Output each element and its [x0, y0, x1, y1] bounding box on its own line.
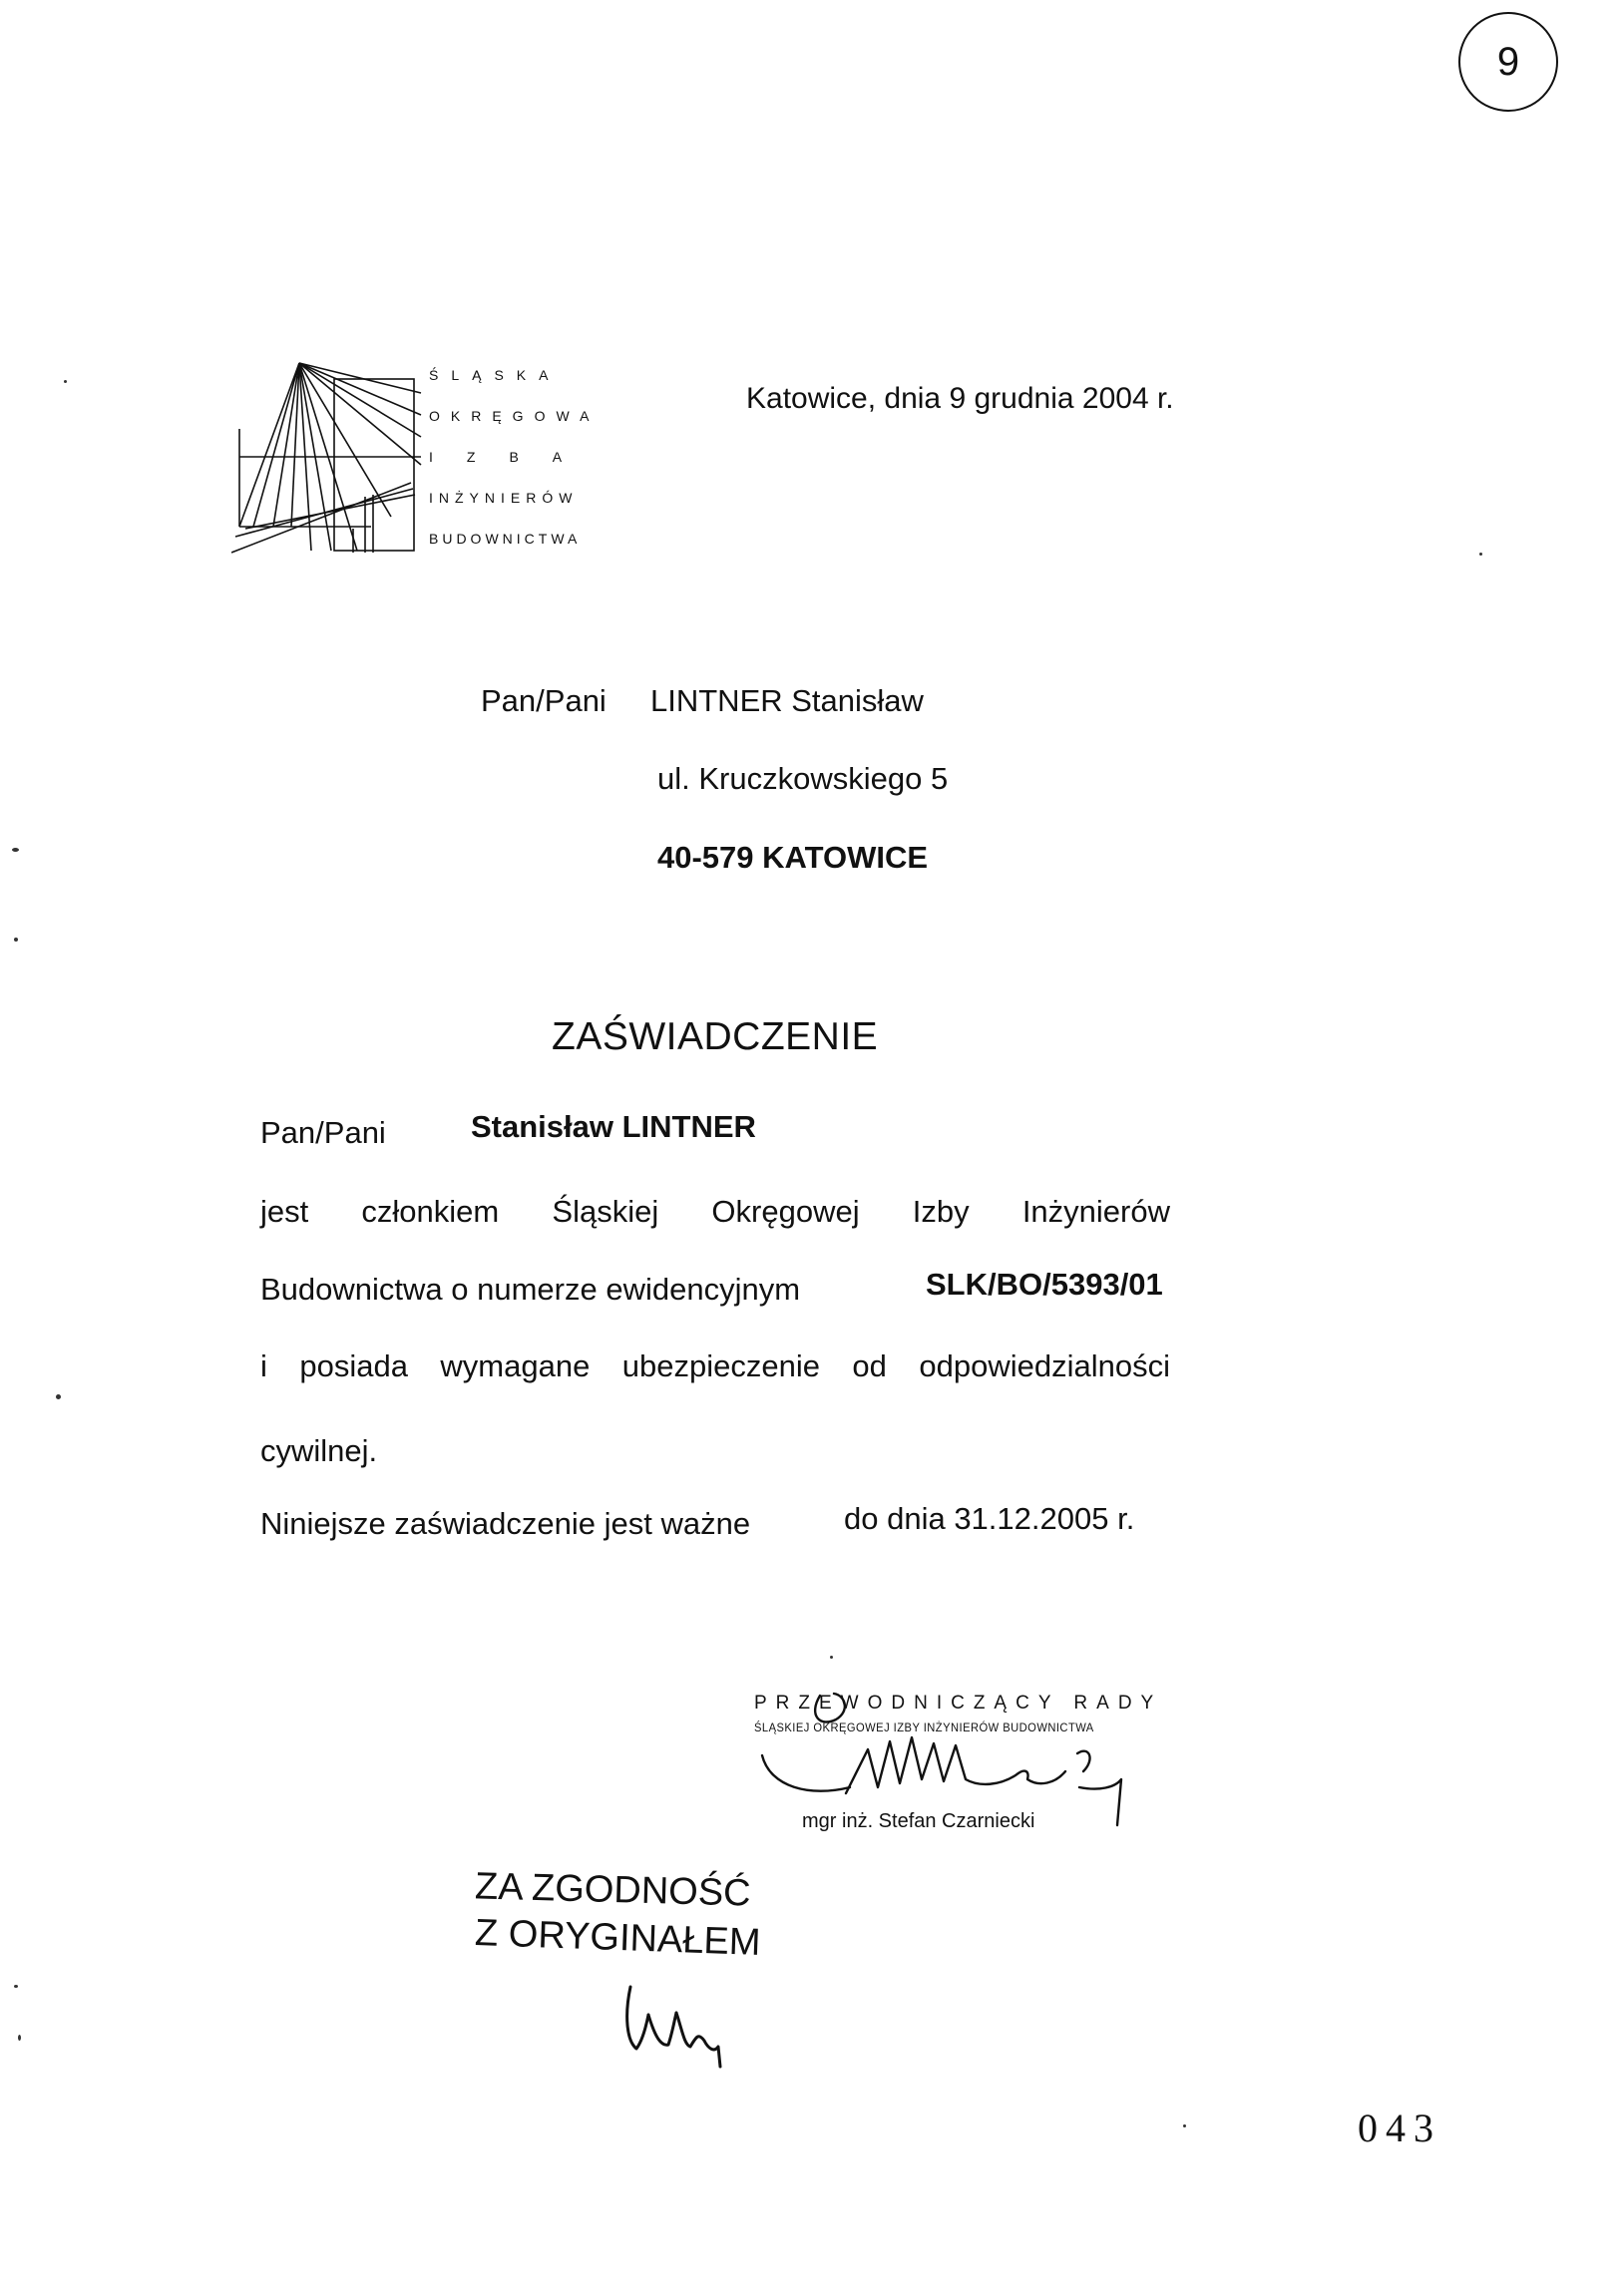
- body-line-1: [260, 1194, 1170, 1230]
- body-line-3: [260, 1348, 1170, 1384]
- certification-line-2: Z ORYGINAŁEM: [474, 1912, 762, 1964]
- scan-speck: [1183, 2124, 1186, 2127]
- addressee-name: LINTNER Stanisław: [650, 683, 924, 718]
- logo-line-1: ŚLĄSKA: [429, 367, 562, 383]
- scan-speck: [14, 1985, 18, 1988]
- body-line-1-word: Okręgowej: [711, 1194, 860, 1229]
- body-salutation: Pan/Pani: [260, 1115, 386, 1150]
- stamp-organization: ŚLĄSKIEJ OKRĘGOWEJ IZBY INŻYNIERÓW BUDOWNICTWA: [754, 1721, 1094, 1734]
- body-line-1-word: Izby: [912, 1194, 970, 1229]
- scan-speck: [12, 848, 19, 852]
- body-line-1-word: Inżynierów: [1021, 1194, 1170, 1229]
- logo-line-3: IZBA: [429, 449, 597, 465]
- body-line-3-word: odpowiedzialności: [919, 1348, 1170, 1383]
- page-number-badge: [1458, 12, 1558, 112]
- org-logo-graphic: [231, 357, 431, 557]
- registration-number: SLK/BO/5393/01: [926, 1267, 1163, 1302]
- date-line: Katowice, dnia 9 grudnia 2004 r.: [746, 382, 1174, 415]
- archive-number: 043: [1358, 2105, 1441, 2150]
- body-line-3-word: wymagane: [440, 1348, 591, 1383]
- initials-signature-graphic: [620, 1975, 740, 2085]
- body-line-3-word: posiada: [299, 1348, 408, 1383]
- logo-line-4: INŻYNIERÓW: [429, 490, 579, 506]
- body-line-4: cywilnej.: [260, 1433, 378, 1468]
- body-line-3-word: od: [852, 1348, 887, 1383]
- member-name: Stanisław LINTNER: [471, 1109, 756, 1144]
- scan-speck: [14, 938, 18, 942]
- stamp-title: PRZEWODNICZĄCY RADY: [754, 1693, 1163, 1714]
- body-line-3-word: ubezpieczenie: [621, 1348, 820, 1383]
- logo-line-2: OKRĘGOWA: [429, 408, 601, 424]
- page-number: 9: [1496, 39, 1520, 84]
- scan-speck: [1479, 553, 1482, 556]
- scan-speck: [18, 2035, 21, 2041]
- scan-speck: [830, 1656, 833, 1659]
- validity-date: do dnia 31.12.2005 r.: [844, 1501, 1135, 1536]
- signer-name: mgr inż. Stefan Czarniecki: [802, 1810, 1035, 1832]
- logo-line-5: BUDOWNICTWA: [429, 531, 582, 547]
- scan-speck: [64, 380, 67, 383]
- addressee-street: ul. Kruczkowskiego 5: [657, 761, 949, 796]
- certification-line-1: ZA ZGODNOŚĆ: [474, 1865, 752, 1915]
- body-line-1-word: Śląskiej: [552, 1194, 659, 1229]
- addressee-city: 40-579 KATOWICE: [657, 840, 929, 875]
- body-line-3-word: i: [260, 1348, 267, 1383]
- addressee-salutation: Pan/Pani: [481, 683, 607, 718]
- validity-text: Niniejsze zaświadczenie jest ważne: [260, 1506, 751, 1541]
- scan-speck: [56, 1394, 61, 1399]
- body-line-2: Budownictwa o numerze ewidencyjnym: [260, 1272, 801, 1307]
- body-line-1-word: jest: [260, 1194, 309, 1229]
- document-title: ZAŚWIADCZENIE: [552, 1015, 879, 1058]
- org-logo-text: [429, 367, 601, 547]
- body-line-1-word: członkiem: [361, 1194, 500, 1229]
